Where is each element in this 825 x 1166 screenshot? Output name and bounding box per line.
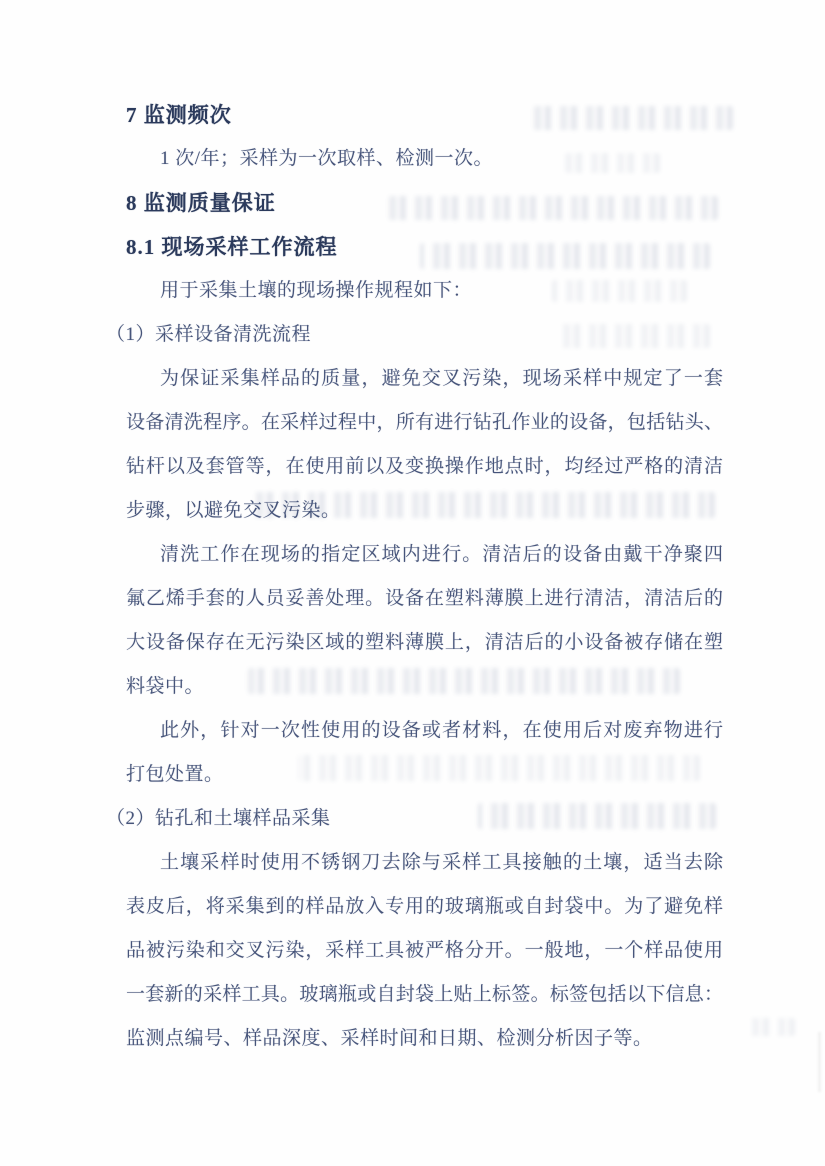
body-line: 此外，针对一次性使用的设备或者材料，在使用后对废弃物进行 <box>160 720 723 741</box>
body-line: 大设备保存在无污染区域的塑料薄膜上，清洁后的小设备被存储在塑 <box>126 632 723 653</box>
section-heading-quality-assurance: 8 监测质量保证 <box>126 191 276 215</box>
scan-edge-artifact <box>818 1032 821 1092</box>
document-content <box>106 93 723 1061</box>
section-heading-field-sampling-workflow: 8.1 现场采样工作流程 <box>126 235 338 259</box>
body-line: 品被污染和交叉污染，采样工具被严格分开。一般地，一个样品使用 <box>126 940 723 961</box>
body-line: 钻杆以及套管等，在使用前以及变换操作地点时，均经过严格的清洁 <box>126 456 723 477</box>
body-line: 1 次/年；采样为一次取样、检测一次。 <box>160 148 494 169</box>
body-line: 用于采集土壤的现场操作规程如下： <box>160 280 473 301</box>
body-line: 打包处置。 <box>126 764 224 785</box>
body-line: 步骤，以避免交叉污染。 <box>126 500 341 521</box>
body-line: 为保证采集样品的质量，避免交叉污染，现场采样中规定了一套 <box>160 368 723 389</box>
section-heading-monitoring-frequency: 7 监测频次 <box>126 103 232 127</box>
body-line: 氟乙烯手套的人员妥善处理。设备在塑料薄膜上进行清洁，清洁后的 <box>126 588 723 609</box>
body-line: 设备清洗程序。在采样过程中，所有进行钻孔作业的设备，包括钻头、 <box>126 412 723 433</box>
body-line: 料袋中。 <box>126 676 205 697</box>
list-item-2-drilling-soil-sampling: （2）钻孔和土壤样品采集 <box>106 808 331 829</box>
body-line: 一套新的采样工具。玻璃瓶或自封袋上贴上标签。标签包括以下信息： <box>126 984 723 1005</box>
list-item-1-equipment-cleaning: （1）采样设备清洗流程 <box>106 324 312 345</box>
body-line: 表皮后，将采集到的样品放入专用的玻璃瓶或自封袋中。为了避免样 <box>126 896 723 917</box>
body-line: 清洗工作在现场的指定区域内进行。清洁后的设备由戴干净聚四 <box>160 544 723 565</box>
body-line: 监测点编号、样品深度、采样时间和日期、检测分析因子等。 <box>126 1028 653 1049</box>
body-line: 土壤采样时使用不锈钢刀去除与采样工具接触的土壤，适当去除 <box>160 852 723 873</box>
ink-bleed-mark <box>745 1018 795 1036</box>
